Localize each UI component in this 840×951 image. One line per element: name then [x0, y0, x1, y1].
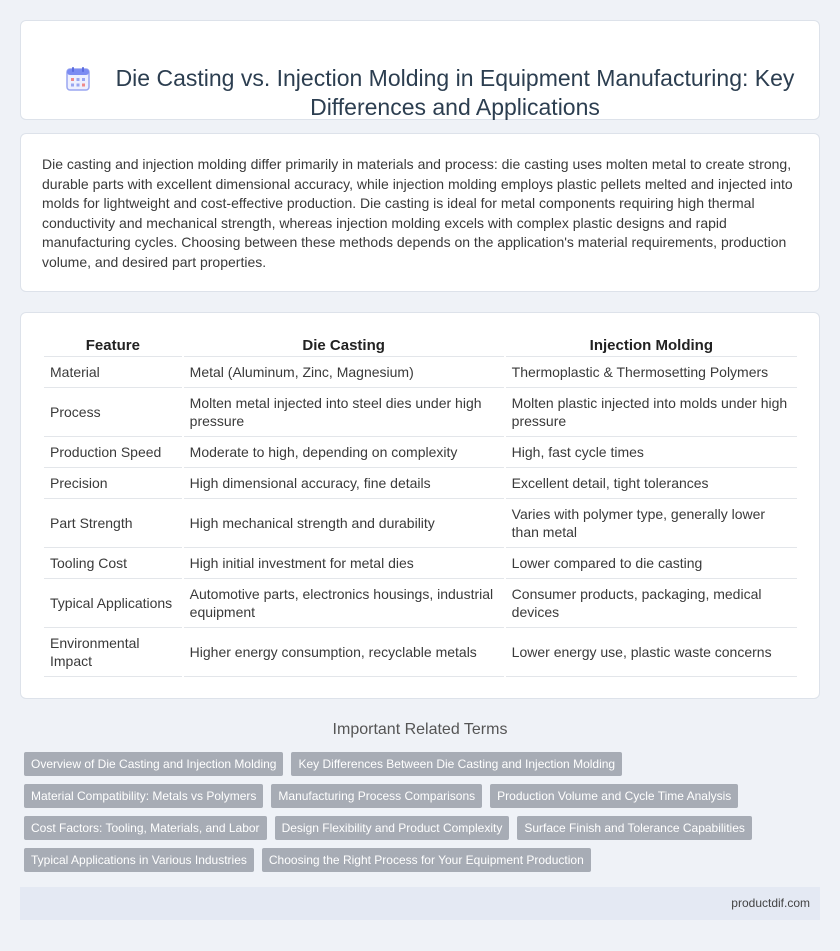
- header-die-casting: Die Casting: [184, 333, 504, 357]
- feature-cell: Production Speed: [44, 437, 182, 468]
- injection-molding-cell: Thermoplastic & Thermosetting Polymers: [506, 357, 797, 388]
- comparison-table-card: [20, 312, 820, 699]
- injection-molding-cell: Excellent detail, tight tolerances: [506, 468, 797, 499]
- summary-card: [20, 133, 820, 292]
- table-row: [44, 579, 797, 628]
- related-term-link[interactable]: Production Volume and Cycle Time Analysis: [490, 784, 738, 808]
- header-injection-molding: Injection Molding: [506, 333, 797, 357]
- calendar-grid-icon: [65, 66, 91, 92]
- injection-molding-cell: Lower energy use, plastic waste concerns: [506, 628, 797, 677]
- feature-cell: Process: [44, 388, 182, 437]
- table-header-row: [44, 333, 797, 357]
- related-term-link[interactable]: Typical Applications in Various Industries: [24, 848, 254, 872]
- feature-cell: Tooling Cost: [44, 548, 182, 579]
- feature-cell: Typical Applications: [44, 579, 182, 628]
- header-feature: Feature: [44, 333, 182, 357]
- table-row: [44, 388, 797, 437]
- related-term-link[interactable]: Overview of Die Casting and Injection Molding: [24, 752, 283, 776]
- feature-cell: Material: [44, 357, 182, 388]
- related-term-link[interactable]: Cost Factors: Tooling, Materials, and Labor: [24, 816, 267, 840]
- related-terms-list: [24, 752, 804, 880]
- feature-cell: Part Strength: [44, 499, 182, 548]
- die-casting-cell: High mechanical strength and durability: [184, 499, 504, 548]
- table-row: [44, 548, 797, 579]
- die-casting-cell: Metal (Aluminum, Zinc, Magnesium): [184, 357, 504, 388]
- footer-site-link[interactable]: productdif.com: [731, 896, 810, 910]
- page-title: Die Casting vs. Injection Molding in Equipment Manufacturing: Key Differences and Applications: [115, 65, 795, 120]
- table-row: [44, 628, 797, 677]
- footer: [20, 887, 820, 920]
- die-casting-cell: Higher energy consumption, recyclable metals: [184, 628, 504, 677]
- summary-paragraph: Die casting and injection molding differ primarily in materials and process: die casting uses molten metal to create strong, durable parts with excellent dimensional accuracy, while injection molding employs plastic pellets melted and injected into molds for lightweight and cost-effective production. Die casting is ideal for metal components requiring high thermal conductivity and mechanical strength, whereas injection molding excels with complex plastic designs and rapid manufacturing cycles. Choosing between these methods depends on the application's material requirements, production volume, and desired part properties.: [42, 156, 793, 270]
- related-term-link[interactable]: Design Flexibility and Product Complexity: [275, 816, 510, 840]
- related-term-link[interactable]: Choosing the Right Process for Your Equipment Production: [262, 848, 591, 872]
- table-row: [44, 357, 797, 388]
- die-casting-cell: Moderate to high, depending on complexity: [184, 437, 504, 468]
- injection-molding-cell: Molten plastic injected into molds under high pressure: [506, 388, 797, 437]
- comparison-table: [42, 333, 799, 677]
- die-casting-cell: Molten metal injected into steel dies under high pressure: [184, 388, 504, 437]
- die-casting-cell: High dimensional accuracy, fine details: [184, 468, 504, 499]
- die-casting-cell: Automotive parts, electronics housings, industrial equipment: [184, 579, 504, 628]
- injection-molding-cell: Lower compared to die casting: [506, 548, 797, 579]
- injection-molding-cell: Varies with polymer type, generally lower than metal: [506, 499, 797, 548]
- feature-cell: Environmental Impact: [44, 628, 182, 677]
- table-row: [44, 499, 797, 548]
- table-row: [44, 437, 797, 468]
- related-term-link[interactable]: Manufacturing Process Comparisons: [271, 784, 482, 808]
- die-casting-cell: High initial investment for metal dies: [184, 548, 504, 579]
- table-row: [44, 468, 797, 499]
- related-term-link[interactable]: Material Compatibility: Metals vs Polymers: [24, 784, 263, 808]
- related-terms-heading: Important Related Terms: [332, 721, 508, 738]
- injection-molding-cell: High, fast cycle times: [506, 437, 797, 468]
- feature-cell: Precision: [44, 468, 182, 499]
- related-term-link[interactable]: Surface Finish and Tolerance Capabilities: [517, 816, 752, 840]
- injection-molding-cell: Consumer products, packaging, medical devices: [506, 579, 797, 628]
- related-term-link[interactable]: Key Differences Between Die Casting and Injection Molding: [291, 752, 622, 776]
- title-card: [20, 20, 820, 120]
